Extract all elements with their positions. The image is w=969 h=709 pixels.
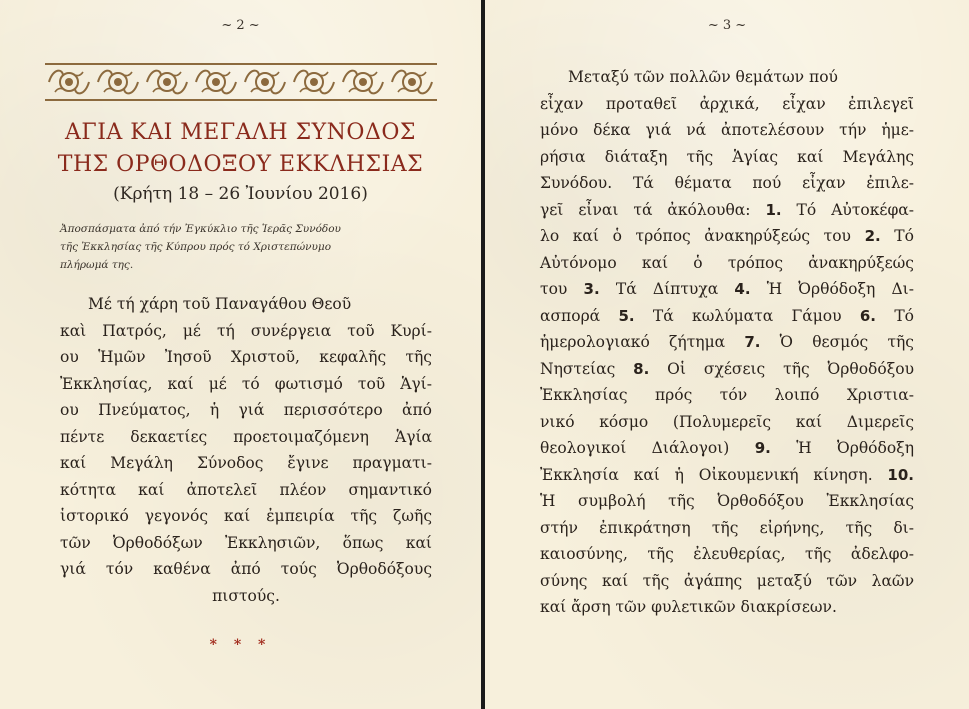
scroll-vine-ornament-icon bbox=[45, 62, 437, 102]
list-number: 5. bbox=[618, 306, 635, 325]
body-line: κότητα καί ἀποτελεῖ πλέον σημαντικό bbox=[60, 480, 432, 499]
body-line bbox=[540, 64, 914, 91]
right-page bbox=[485, 0, 969, 709]
body-line: Ἐκκλησίας, καί μέ τό φωτισμό τοῦ Ἁγί- bbox=[60, 374, 432, 393]
text-segment: ἡμερολογιακό ζήτημα bbox=[540, 333, 745, 351]
left-body-text bbox=[60, 291, 432, 609]
text-segment: Αὐτόνομο καί ὁ τρόπος ἀνακηρύξεώς bbox=[540, 253, 914, 272]
text-segment: Τό bbox=[876, 306, 914, 325]
text-segment: Ἐκκλησία καί ἡ Οἰκουμενική κίνηση. bbox=[540, 465, 888, 484]
list-number: 7. bbox=[744, 333, 761, 351]
text-segment: Τά κωλύματα Γάμου bbox=[634, 306, 860, 325]
body-line bbox=[540, 276, 914, 303]
text-segment: Τό bbox=[880, 227, 914, 245]
text-segment: ασπορά bbox=[540, 306, 619, 325]
body-line: ἱστορικό γεγονός καί ἐμπειρία τῆς ζωῆς bbox=[60, 507, 432, 525]
body-line bbox=[540, 197, 914, 224]
source-line: τῆς Ἐκκλησίας τῆς Κύπρου πρός τό Χριστεπώνυμο bbox=[60, 241, 332, 253]
text-segment: Ἡ Ὀρθόδοξη bbox=[770, 439, 914, 457]
body-line: καὶ Πατρός, μέ τή συνέργεια τοῦ Κυρί- bbox=[60, 321, 432, 340]
list-number: 4. bbox=[734, 280, 751, 298]
text-segment: γεῖ εἶναι τά ἀκόλουθα: bbox=[540, 200, 766, 219]
text-segment: εἶχαν προταθεῖ ἀρχικά, εἶχαν ἐπιλεγεῖ bbox=[540, 94, 914, 113]
body-line bbox=[540, 117, 914, 144]
body-line bbox=[540, 515, 914, 542]
text-segment: καιοσύνης, τῆς ἐλευθερίας, τῆς ἀδελφο- bbox=[540, 545, 914, 563]
list-number: 8. bbox=[633, 359, 650, 378]
list-number: 2. bbox=[864, 227, 881, 245]
document-title-line-2: ΤΗΣ ΟΡΘΟΔΟΞΟΥ ΕΚΚΛΗΣΙΑΣ bbox=[57, 152, 424, 177]
text-segment: Οἱ σχέσεις τῆς Ὀρθοδόξου bbox=[649, 359, 914, 378]
body-line bbox=[540, 409, 914, 436]
body-line bbox=[540, 594, 914, 621]
body-line bbox=[540, 541, 914, 568]
right-body-text bbox=[540, 64, 914, 621]
body-line: ου Πνεύματος, ἡ γιά περισσότερο ἀπό bbox=[60, 401, 432, 419]
text-segment: Ὁ θεσμός τῆς bbox=[760, 333, 914, 351]
body-line bbox=[540, 382, 914, 409]
body-line bbox=[540, 250, 914, 277]
left-page bbox=[0, 0, 481, 709]
body-line: γιά τόν καθένα ἀπό τούς Ὀρθοδόξους bbox=[60, 560, 432, 578]
text-segment: ρήσια διάταξη τῆς Ἁγίας καί Μεγάλης bbox=[540, 147, 914, 166]
text-segment: Τά Δίπτυχα bbox=[599, 280, 735, 298]
text-segment: θεολογικοί Διάλογοι) bbox=[540, 439, 755, 457]
text-segment: λο καί ὁ τρόπος ἀνακηρύξεώς του bbox=[540, 227, 865, 245]
list-number: 1. bbox=[765, 200, 782, 219]
body-line bbox=[540, 462, 914, 489]
body-line bbox=[540, 435, 914, 462]
body-line bbox=[540, 91, 914, 118]
text-segment: στήν ἐπικράτηση τῆς εἰρήνης, τῆς δι- bbox=[540, 518, 914, 537]
text-segment: Ἐκκλησίας πρός τόν λοιπό Χριστια- bbox=[540, 386, 914, 404]
body-line: καί Μεγάλη Σύνοδος ἔγινε πραγματι- bbox=[60, 454, 432, 472]
body-line: ου Ἡμῶν Ἰησοῦ Χριστοῦ, κεφαλῆς τῆς bbox=[60, 348, 432, 366]
body-line bbox=[540, 303, 914, 330]
text-segment: Μεταξύ τῶν πολλῶν θεμάτων πού bbox=[568, 68, 838, 86]
text-segment: του bbox=[540, 280, 584, 298]
body-line bbox=[540, 329, 914, 356]
text-segment: μόνο δέκα γιά νά ἀποτελέσουν τήν ἡμε- bbox=[540, 121, 914, 139]
body-line bbox=[540, 356, 914, 383]
text-segment: Νηστείας bbox=[540, 359, 634, 378]
body-line: πιστούς. bbox=[212, 586, 280, 605]
list-number: 9. bbox=[754, 439, 771, 457]
source-line: πλήρωμά της. bbox=[60, 259, 134, 271]
body-line bbox=[540, 568, 914, 595]
page-number-right: ~ 3 ~ bbox=[707, 18, 747, 33]
body-line bbox=[540, 488, 914, 515]
list-number: 3. bbox=[583, 280, 600, 298]
source-note bbox=[60, 220, 430, 274]
list-number: 10. bbox=[887, 465, 914, 484]
text-segment: Τό Αὐτοκέφα- bbox=[781, 200, 914, 219]
text-segment: σύνης καί τῆς ἀγάπης μεταξύ τῶν λαῶν bbox=[540, 571, 914, 590]
body-line: πέντε δεκαετίες προετοιμαζόμενη Ἁγία bbox=[60, 427, 432, 446]
body-line: Μέ τή χάρη τοῦ Παναγάθου Θεοῦ bbox=[88, 295, 352, 313]
list-number: 6. bbox=[859, 306, 877, 325]
text-segment: Ἡ συμβολή τῆς Ὀρθοδόξου Ἐκκλησίας bbox=[540, 492, 914, 510]
page-number-left: ~ 2 ~ bbox=[221, 18, 260, 33]
text-segment: καί ἄρση τῶν φυλετικῶν διακρίσεων. bbox=[540, 598, 837, 616]
text-segment: νικό κόσμο (Πολυμερεῖς καί Διμερεῖς bbox=[540, 412, 914, 431]
text-segment: Συνόδου. Τά θέματα πού εἶχαν ἐπιλε- bbox=[540, 174, 914, 192]
body-line bbox=[540, 144, 914, 171]
body-line: τῶν Ὀρθοδόξων Ἐκκλησιῶν, ὅπως καί bbox=[60, 533, 432, 552]
text-segment: Ἡ Ὀρθόδοξη Δι- bbox=[750, 280, 914, 298]
body-line bbox=[540, 223, 914, 250]
document-title-line-1: ΑΓΙΑ ΚΑΙ ΜΕΓΑΛΗ ΣΥΝΟΔΟΣ bbox=[65, 120, 416, 145]
source-line: Ἀποσπάσματα ἀπό τήν Ἐγκύκλιο τῆς Ἱερᾶς Συνόδου bbox=[60, 223, 341, 235]
document-subtitle: (Κρήτη 18 – 26 Ἰουνίου 2016) bbox=[113, 184, 368, 204]
body-line bbox=[540, 170, 914, 197]
section-separator: * * * bbox=[209, 637, 272, 653]
